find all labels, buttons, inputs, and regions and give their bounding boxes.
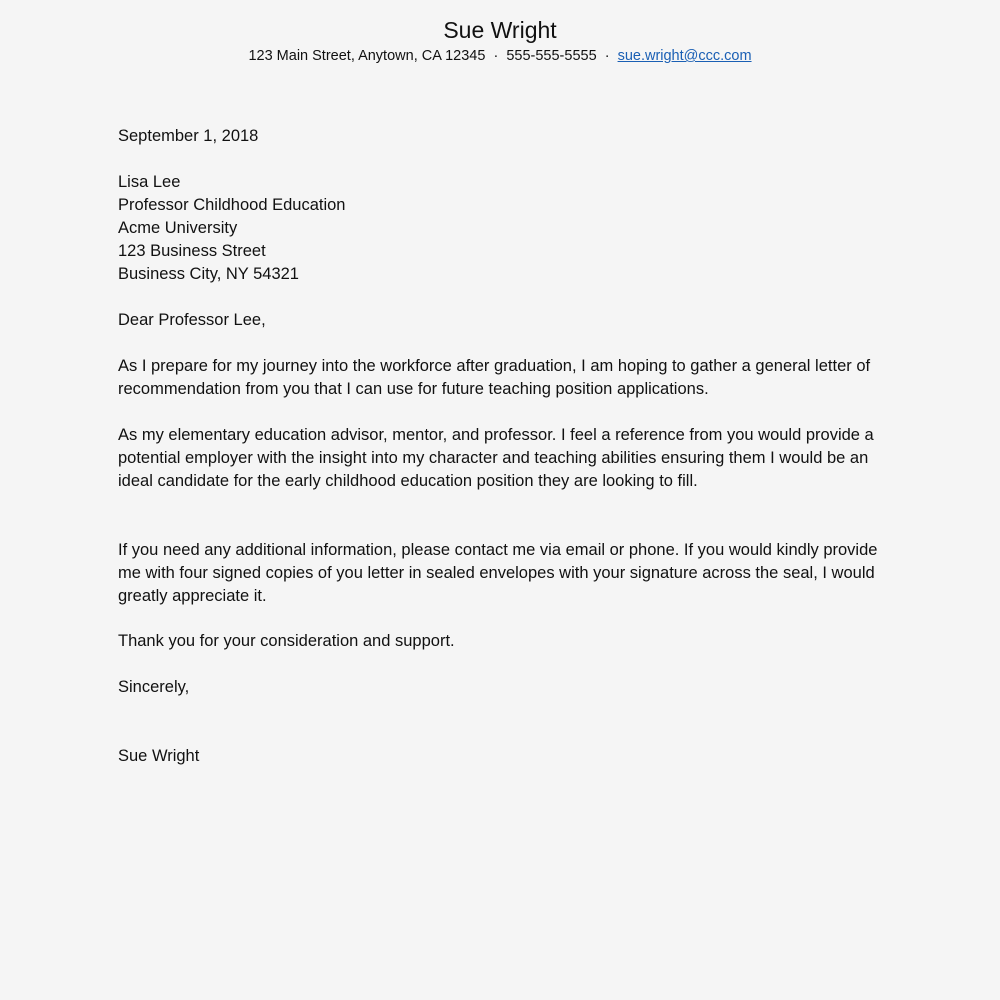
salutation-text: Dear Professor Lee, [118,311,266,329]
recipient-organization: Acme University [118,219,238,237]
recipient-title: Professor Childhood Education [118,196,346,214]
letter-date [118,125,888,148]
recipient-city: Business City, NY 54321 [118,265,299,283]
signature-name: Sue Wright [118,747,200,765]
body-paragraph-1 [118,355,888,401]
body-paragraph-3 [118,539,888,608]
paragraph-text: As my elementary education advisor, mentor, and professor. I feel a reference from you would provide a potential employer with the insight into my character and teaching abilities ensuring them I would be an ideal candidate for the early childhood education position they are looking to fill. [118,426,874,490]
paragraph-text: If you need any additional information, please contact me via email or phone. If you would kindly provide me with four signed copies of you letter in sealed envelopes with your signature across the seal, I would greatly appreciate it. [118,541,878,605]
closing [118,676,888,699]
recipient-block [118,171,888,286]
sender-address: 123 Main Street, Anytown, CA 12345 [248,48,486,64]
letterhead [0,16,1000,66]
paragraph-text: Thank you for your consideration and support. [118,632,455,650]
recipient-name: Lisa Lee [118,173,181,191]
date-text: September 1, 2018 [118,127,259,145]
body-paragraph-4 [118,630,888,653]
separator: · [493,48,499,64]
sender-email-link[interactable]: sue.wright@ccc.com [617,48,752,64]
closing-text: Sincerely, [118,678,190,696]
salutation [118,309,888,332]
paragraph-text: As I prepare for my journey into the workforce after graduation, I am hoping to gather a general letter of recommendation from you that I can use for future teaching position applications. [118,357,871,398]
contact-line [0,46,1000,66]
signature [118,745,888,768]
sender-phone: 555-555-5555 [506,48,597,64]
recipient-street: 123 Business Street [118,242,266,260]
body-paragraph-2 [118,424,888,493]
sender-name: Sue Wright [443,17,557,43]
separator: · [604,48,610,64]
